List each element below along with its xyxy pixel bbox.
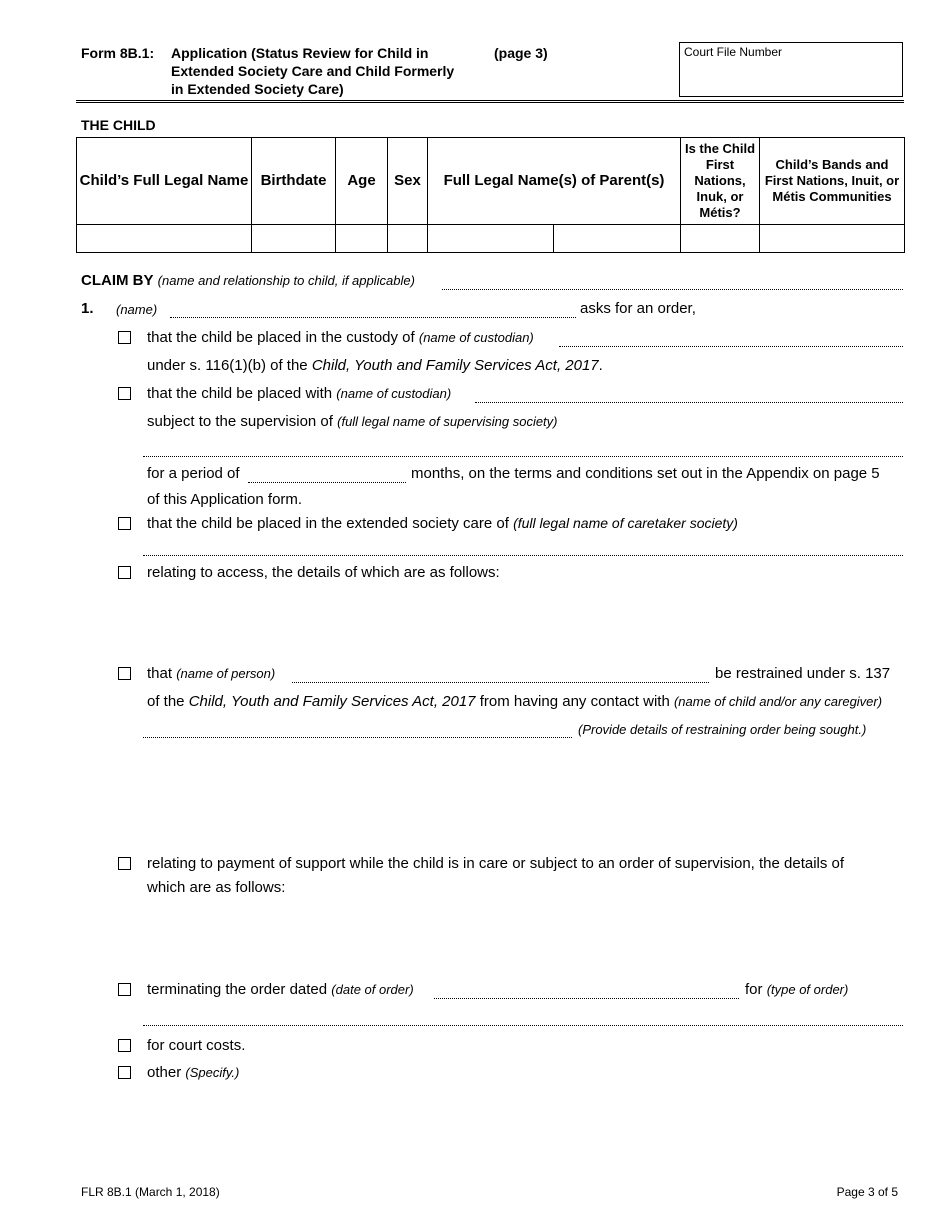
- custody-text: that the child be placed in the custody of: [147, 329, 415, 346]
- form-code: FLR 8B.1 (March 1, 2018): [81, 1185, 220, 1199]
- contact-field[interactable]: [143, 737, 572, 738]
- custody-hint: (name of custodian): [418, 330, 534, 345]
- placed-with-text: that the child be placed with: [147, 385, 333, 402]
- cell-parent-1[interactable]: [428, 225, 554, 253]
- claim-by-field[interactable]: [442, 289, 903, 290]
- contact-hint: (name of child and/or any caregiver): [673, 694, 883, 709]
- for-period-text: for a period of: [147, 465, 240, 482]
- terminating-line: [147, 981, 414, 998]
- claim-by-heading: CLAIM BY: [81, 272, 154, 289]
- placed-with-hint: (name of custodian): [336, 386, 452, 401]
- terminating-checkbox[interactable]: [118, 983, 131, 996]
- col-age: Age: [336, 138, 388, 225]
- that-text: that: [147, 665, 173, 682]
- under-prefix: under s. 116(1)(b) of the: [147, 357, 308, 374]
- act-name: Child, Youth and Family Services Act, 2017: [311, 357, 599, 374]
- other-checkbox[interactable]: [118, 1066, 131, 1079]
- restrained-text: be restrained under s. 137: [715, 665, 891, 682]
- extended-care-line: [147, 515, 738, 532]
- asks-text: asks for an order,: [580, 300, 696, 317]
- extended-care-hint: (full legal name of caretaker society): [513, 515, 738, 531]
- claim-by-line: [81, 272, 415, 289]
- of-the-text: of the: [147, 693, 185, 710]
- act-name-2: Child, Youth and Family Services Act, 2017: [188, 693, 476, 710]
- form-number: Form 8B.1:: [81, 45, 155, 61]
- caretaker-society-field[interactable]: [143, 555, 903, 556]
- col-childs-name: Child’s Full Legal Name: [77, 138, 252, 225]
- col-sex: Sex: [388, 138, 428, 225]
- header-divider-2: [76, 102, 904, 103]
- type-hint: (type of order): [766, 982, 849, 997]
- access-checkbox[interactable]: [118, 566, 131, 579]
- form-title-line-3: in Extended Society Care): [171, 81, 344, 97]
- type-line: [745, 981, 848, 998]
- specify-hint: (Specify.): [185, 1065, 240, 1080]
- supervision-hint: (full legal name of supervising society): [337, 414, 558, 429]
- months-text: months, on the terms and conditions set out in the Appendix on page 5: [411, 465, 880, 482]
- court-file-number-field[interactable]: [679, 42, 903, 97]
- court-costs-checkbox[interactable]: [118, 1039, 131, 1052]
- supervising-society-field[interactable]: [143, 456, 903, 457]
- custody-line: [147, 329, 534, 346]
- access-text: relating to access, the details of which are as follows:: [147, 564, 500, 581]
- extended-care-text: that the child be placed in the extended society care of: [147, 515, 509, 532]
- court-file-number-label: Court File Number: [684, 45, 783, 59]
- placed-with-checkbox[interactable]: [118, 387, 131, 400]
- cell-sex[interactable]: [388, 225, 428, 253]
- page-label: (page 3): [494, 45, 548, 61]
- custodian-name-field[interactable]: [559, 346, 903, 347]
- cell-age[interactable]: [336, 225, 388, 253]
- under-section-line: [147, 357, 603, 374]
- person-name-field[interactable]: [292, 682, 709, 683]
- header-divider: [76, 100, 904, 101]
- for-text: for: [745, 981, 763, 998]
- col-first-nations: Is the Child First Nations, Inuk, or Métis?: [681, 138, 760, 225]
- item-number: 1.: [81, 300, 94, 317]
- cell-bands[interactable]: [760, 225, 905, 253]
- col-birthdate: Birthdate: [252, 138, 336, 225]
- support-line-1: relating to payment of support while the child is in care or subject to an order of supervision, the details of: [147, 855, 845, 872]
- form-title-line-2: Extended Society Care and Child Formerly: [171, 63, 455, 79]
- person-hint: (name of person): [176, 666, 276, 681]
- name-hint: (name): [116, 302, 158, 317]
- contact-line: [147, 693, 882, 710]
- custody-checkbox[interactable]: [118, 331, 131, 344]
- contact-text: from having any contact with: [479, 693, 670, 710]
- support-line-2: which are as follows:: [147, 879, 286, 896]
- child-table-row: [77, 225, 905, 253]
- act-period: .: [598, 357, 603, 374]
- form-title-line-1: Application (Status Review for Child in: [171, 45, 429, 61]
- restraining-line: [147, 665, 275, 682]
- child-table-header-row: [77, 138, 905, 225]
- months-field[interactable]: [248, 482, 406, 483]
- terminating-text: terminating the order dated: [147, 981, 328, 998]
- restraining-checkbox[interactable]: [118, 667, 131, 680]
- supervision-line: [147, 413, 558, 430]
- cell-birthdate[interactable]: [252, 225, 336, 253]
- other-text: other: [147, 1064, 182, 1081]
- claim-by-note: (name and relationship to child, if applicable): [157, 273, 415, 288]
- date-hint: (date of order): [331, 982, 414, 997]
- cell-first-nations[interactable]: [681, 225, 760, 253]
- order-date-field[interactable]: [434, 998, 739, 999]
- applicant-name-field[interactable]: [170, 317, 576, 318]
- support-checkbox[interactable]: [118, 857, 131, 870]
- extended-care-checkbox[interactable]: [118, 517, 131, 530]
- supervision-text: subject to the supervision of: [147, 413, 333, 430]
- col-bands: Child’s Bands and First Nations, Inuit, or Métis Communities: [760, 138, 905, 225]
- court-costs-text: for court costs.: [147, 1037, 246, 1054]
- child-section-heading: THE CHILD: [81, 117, 156, 133]
- placed-with-line: [147, 385, 451, 402]
- col-parents: Full Legal Name(s) of Parent(s): [428, 138, 681, 225]
- order-type-field[interactable]: [143, 1025, 903, 1026]
- of-application-text: of this Application form.: [147, 491, 303, 508]
- cell-childs-name[interactable]: [77, 225, 252, 253]
- child-table: [76, 137, 905, 253]
- placed-with-field[interactable]: [475, 402, 903, 403]
- other-line: [147, 1064, 239, 1081]
- cell-parent-2[interactable]: [554, 225, 681, 253]
- restraining-details-hint: (Provide details of restraining order being sought.): [578, 722, 867, 737]
- page-number: Page 3 of 5: [836, 1185, 898, 1199]
